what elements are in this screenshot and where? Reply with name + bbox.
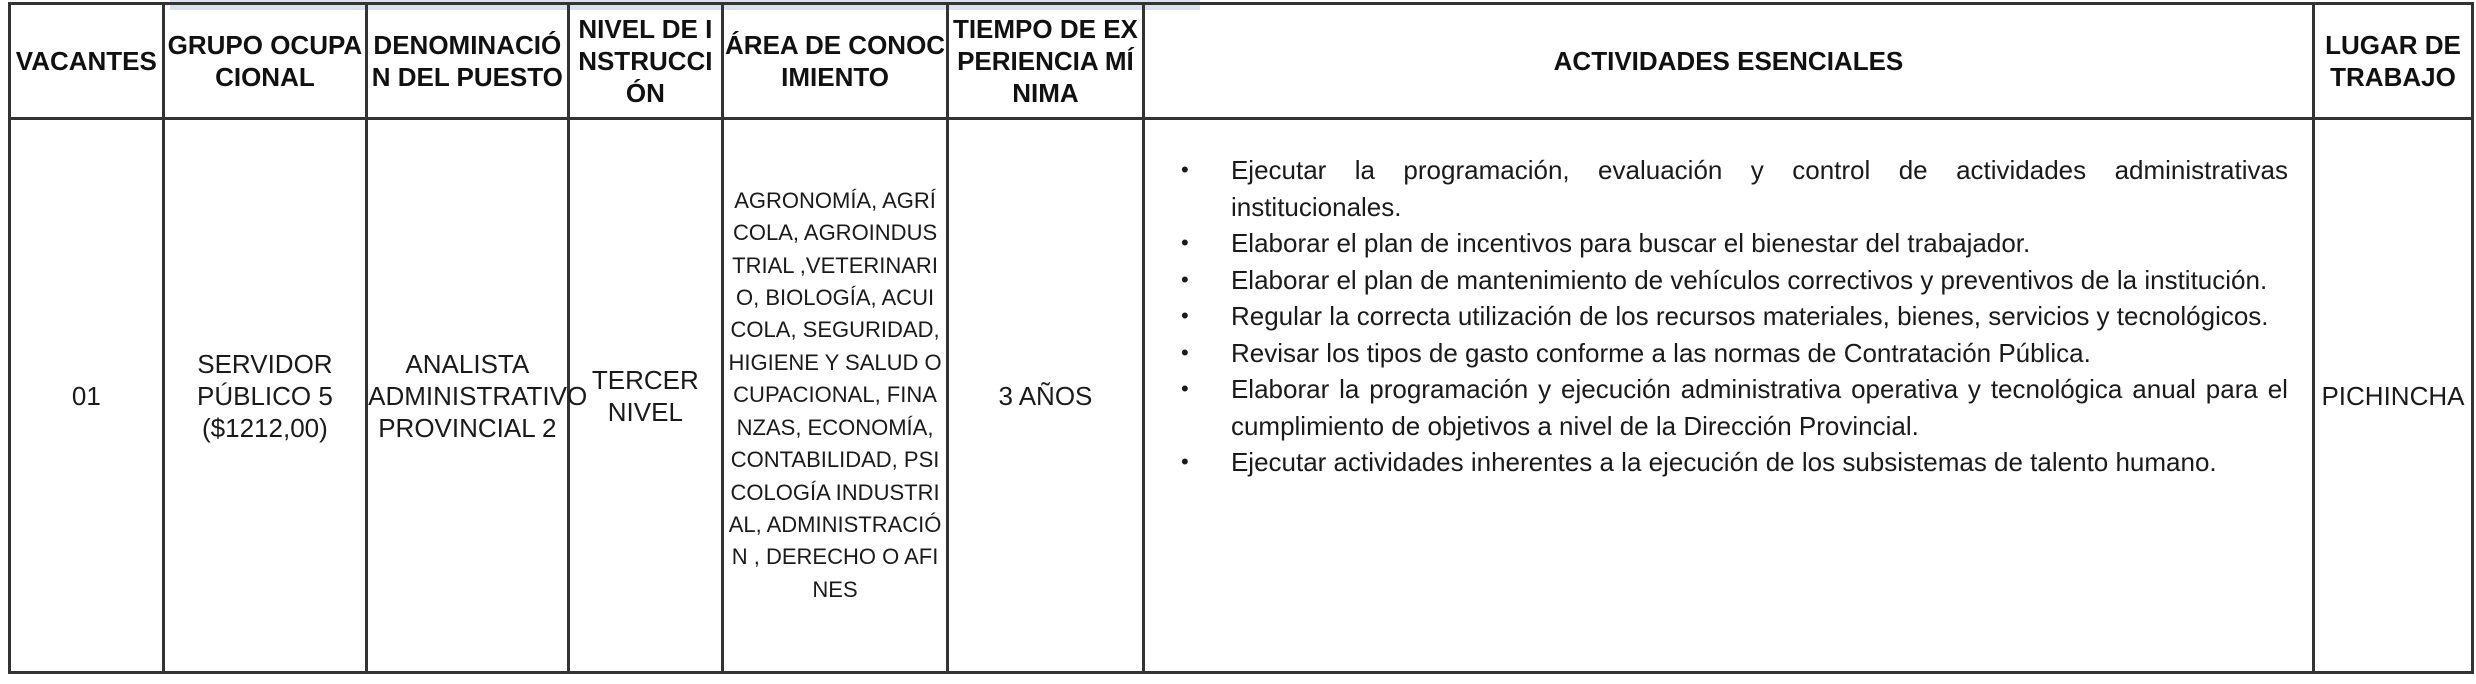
cell-area-conocimiento: AGRONOMÍA, AGRÍCOLA, AGROINDUSTRIAL ,VETERINARIO, BIOLOGÍA, ACUICOLA, SEGURIDAD, HIGIENE Y SALUD OCUPACIONAL, FINANZAS, ECONOMÍA, CONTABILIDAD, PSICOLOGÍA INDUSTRIAL, ADMINISTRACIÓN , DERECHO O AFINES — [723, 119, 948, 673]
cell-vacantes: 01 — [10, 119, 164, 673]
activities-list — [1181, 152, 2288, 481]
activity-text: Ejecutar actividades inherentes a la ejecución de los subsistemas de talento humano. — [1230, 447, 2217, 477]
job-requirements-table — [8, 2, 2474, 674]
header-actividades: ACTIVIDADES ESENCIALES — [1143, 4, 2313, 119]
header-lugar-trabajo: LUGAR DE TRABAJO — [2313, 4, 2472, 119]
header-denominacion: DENOMINACIÓN DEL PUESTO — [367, 4, 568, 119]
activity-text: Ejecutar la programación, evaluación y control de actividades administrativas institucionales. — [1230, 155, 2288, 222]
bullet-icon: • — [1180, 449, 1189, 474]
cell-tiempo-experiencia: 3 AÑOS — [947, 119, 1143, 673]
activity-text: Regular la correcta utilización de los recursos materiales, bienes, servicios y tecnológicos. — [1230, 301, 2269, 331]
bullet-icon: • — [1180, 230, 1189, 255]
bullet-icon: • — [1180, 266, 1189, 292]
bullet-icon: • — [1180, 339, 1189, 365]
cell-denominacion: ANALISTA ADMINISTRATIVO PROVINCIAL 2 — [367, 119, 568, 673]
table-header-row — [10, 4, 2473, 119]
table-row — [10, 119, 2473, 673]
activity-item — [1181, 152, 2288, 225]
activity-item — [1181, 444, 2288, 481]
activity-item — [1181, 371, 2288, 444]
activity-text: Elaborar la programación y ejecución administrativa operativa y tecnológica anual para el cumplimiento de objetivos a nivel de la Dirección Provincial. — [1230, 374, 2288, 441]
activity-text: Elaborar el plan de incentivos para buscar el bienestar del trabajador. — [1230, 228, 2031, 258]
activity-item — [1181, 335, 2288, 372]
bullet-icon: • — [1180, 157, 1189, 182]
activity-item — [1181, 225, 2288, 262]
header-grupo-ocupacional: GRUPO OCUPACIONAL — [163, 4, 366, 119]
header-area-conocimiento: ÁREA DE CONOCIMIENTO — [723, 4, 948, 119]
bullet-icon: • — [1180, 303, 1189, 328]
cell-lugar-trabajo: PICHINCHA — [2313, 119, 2472, 673]
header-vacantes: VACANTES — [10, 4, 164, 119]
activity-text: Revisar los tipos de gasto conforme a las normas de Contratación Pública. — [1230, 337, 2091, 368]
header-nivel-instruccion: NIVEL DE INSTRUCCIÓN — [568, 4, 723, 119]
activity-item — [1181, 262, 2288, 299]
activity-item — [1181, 298, 2288, 335]
cell-nivel-instruccion: TERCER NIVEL — [568, 119, 723, 673]
cell-actividades — [1143, 119, 2313, 673]
cell-grupo-ocupacional: SERVIDOR PÚBLICO 5 ($1212,00) — [163, 119, 366, 673]
bullet-icon: • — [1180, 376, 1189, 401]
header-tiempo-experiencia: TIEMPO DE EXPERIENCIA MÍNIMA — [947, 4, 1143, 119]
activity-text: Elaborar el plan de mantenimiento de vehículos correctivos y preventivos de la institución. — [1230, 264, 2268, 295]
